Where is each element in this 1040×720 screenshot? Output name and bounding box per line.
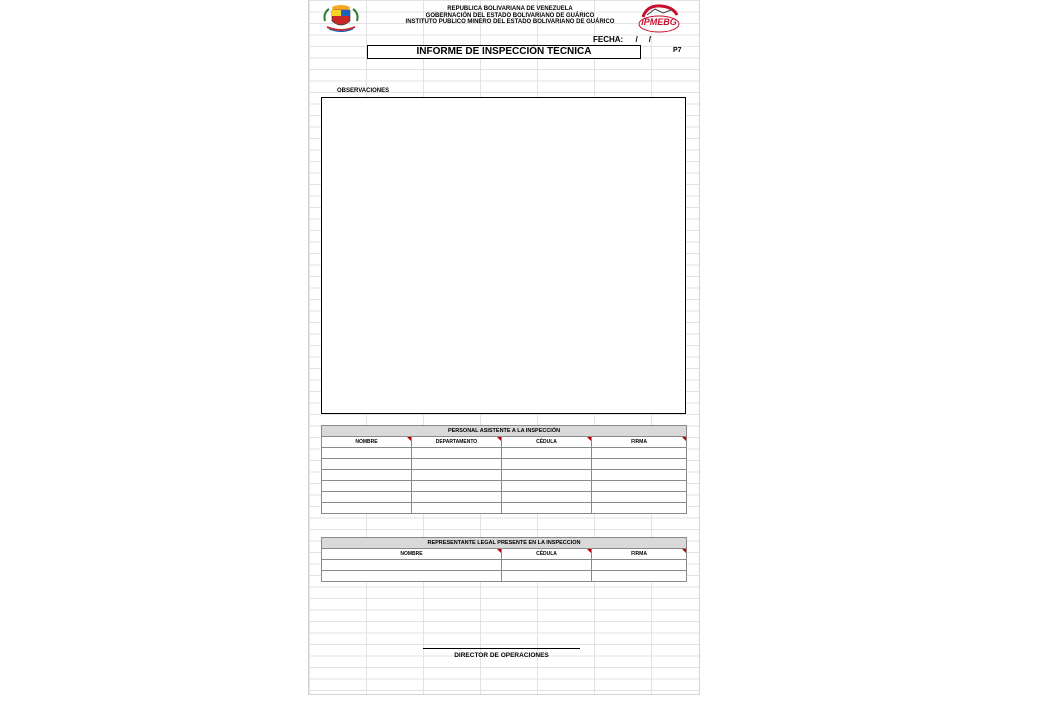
cell-input[interactable] [322, 492, 412, 503]
cell-input[interactable] [502, 470, 592, 481]
header-text [345, 6, 675, 26]
cell-input[interactable] [322, 448, 412, 459]
table-row [322, 560, 687, 571]
representante-table-title: REPRESENTANTE LEGAL PRESENTE EN LA INSPECCION [322, 538, 687, 549]
representante-table [321, 537, 687, 582]
comment-marker [682, 437, 686, 441]
cell-input[interactable] [502, 481, 592, 492]
comment-marker [587, 549, 591, 553]
cell-input[interactable] [502, 459, 592, 470]
fecha-label: FECHA: [593, 35, 624, 44]
cell-input[interactable] [412, 470, 502, 481]
col-cedula: CÉDULA [502, 549, 592, 560]
cell-input[interactable] [592, 503, 687, 514]
header-line-3: INSTITUTO PUBLICO MINERO DEL ESTADO BOLIVARIANO DE GUÁRICO [405, 19, 615, 25]
col-nombre: NOMBRE [322, 437, 412, 448]
fecha-separators: / / [635, 35, 652, 44]
comment-marker [587, 437, 591, 441]
cell-input[interactable] [322, 481, 412, 492]
cell-input[interactable] [502, 492, 592, 503]
table-row [322, 503, 687, 514]
cell-input[interactable] [412, 492, 502, 503]
cell-input[interactable] [322, 571, 502, 582]
table-row [322, 571, 687, 582]
cell-input[interactable] [592, 571, 687, 582]
comment-marker [497, 549, 501, 553]
cell-input[interactable] [592, 459, 687, 470]
cell-input[interactable] [322, 560, 502, 571]
cell-input[interactable] [502, 448, 592, 459]
cell-input[interactable] [502, 560, 592, 571]
cell-input[interactable] [412, 448, 502, 459]
page-code: P7 [673, 47, 682, 54]
cell-input[interactable] [592, 560, 687, 571]
form-sheet [308, 0, 700, 695]
signature-line [423, 648, 580, 649]
observaciones-textarea[interactable] [321, 97, 686, 414]
logo-text: IPMEBG [641, 17, 677, 27]
col-firma: FIRMA [592, 549, 687, 560]
cell-input[interactable] [502, 503, 592, 514]
personal-table-title: PERSONAL ASISTENTE A LA INSPECCIÓN [322, 426, 687, 437]
table-row [322, 459, 687, 470]
comment-marker [407, 437, 411, 441]
cell-input[interactable] [592, 492, 687, 503]
cell-input[interactable] [412, 481, 502, 492]
comment-marker [682, 549, 686, 553]
col-cedula: CÉDULA [502, 437, 592, 448]
col-firma: FIRMA [592, 437, 687, 448]
cell-input[interactable] [412, 459, 502, 470]
cell-input[interactable] [322, 470, 412, 481]
director-label: DIRECTOR DE OPERACIONES [454, 652, 549, 659]
comment-marker [497, 437, 501, 441]
cell-input[interactable] [592, 470, 687, 481]
cell-input[interactable] [592, 448, 687, 459]
cell-input[interactable] [502, 571, 592, 582]
report-title: INFORME DE INSPECCIÓN TÉCNICA [367, 45, 641, 59]
table-row [322, 481, 687, 492]
table-row [322, 448, 687, 459]
ipmebg-logo [637, 3, 681, 33]
col-departamento: DEPARTAMENTO [412, 437, 502, 448]
personal-table [321, 425, 687, 514]
observaciones-label: OBSERVACIONES [337, 88, 390, 94]
table-row [322, 470, 687, 481]
cell-input[interactable] [322, 459, 412, 470]
cell-input[interactable] [412, 503, 502, 514]
table-row [322, 492, 687, 503]
cell-input[interactable] [592, 481, 687, 492]
cell-input[interactable] [322, 503, 412, 514]
fecha-field[interactable] [593, 35, 651, 44]
header-line-1: REPUBLICA BOLIVARIANA DE VENEZUELA [447, 6, 573, 12]
col-nombre: NOMBRE [322, 549, 502, 560]
header-line-2: GOBERNACIÓN DEL ESTADO BOLIVARIANO DE GUÁRICO [425, 12, 595, 19]
